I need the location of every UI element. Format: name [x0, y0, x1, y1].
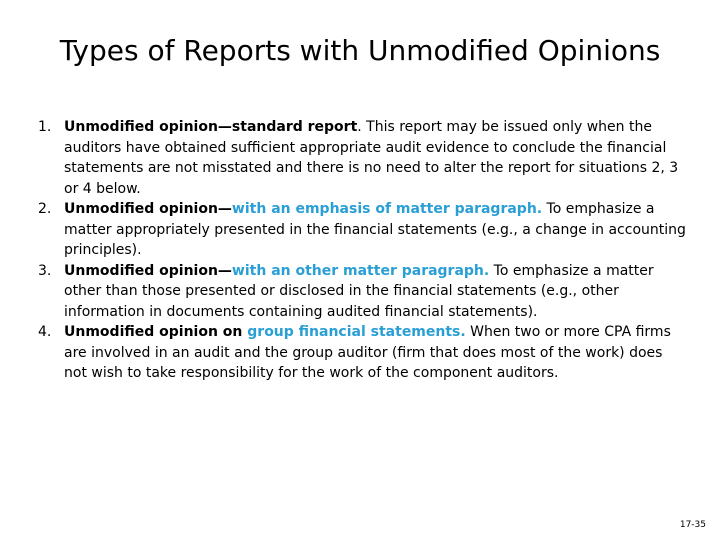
item-lead: Unmodified opinion— [64, 201, 232, 217]
list-item [38, 117, 688, 199]
item-lead: Unmodified opinion on [64, 324, 248, 340]
page-number: 17-35 [679, 520, 706, 530]
list-item [38, 199, 688, 261]
item-text: When two or more CPA firms are involved in an audit and the group auditor (firm that does most of the work) does not wish to take responsibility for the work of the component auditors. [64, 324, 671, 381]
item-lead: Unmodified opinion— [64, 262, 232, 279]
list-item [38, 322, 688, 384]
item-number: 2. [38, 201, 52, 217]
item-highlight: group financial statements. [247, 324, 466, 340]
item-text: To emphasize a matter other than those presented or disclosed in the financial statements (e.g., other information in documents containing audited financial statements). [64, 262, 654, 320]
list-item [38, 261, 688, 323]
slide-title: Types of Reports with Unmodified Opinions [59, 34, 661, 67]
item-text: To emphasize a matter appropriately presented in the financial statements (e.g., a change in accounting principles). [64, 201, 686, 258]
item-highlight: with an emphasis of matter paragraph. [231, 201, 543, 217]
item-number: 3. [38, 262, 52, 279]
item-text: . This report may be issued only when the auditors have obtained sufficient appropriate audit evidence to conclude the financial statements are not misstated and there is no need to alter the report for situations 2, 3 or 4 below. [64, 119, 679, 197]
item-lead: Unmodified opinion—standard report [64, 119, 358, 135]
report-types-list [38, 117, 688, 384]
item-number: 4. [38, 324, 52, 340]
item-number: 1. [38, 119, 52, 135]
item-highlight: with an other matter paragraph. [231, 262, 490, 279]
